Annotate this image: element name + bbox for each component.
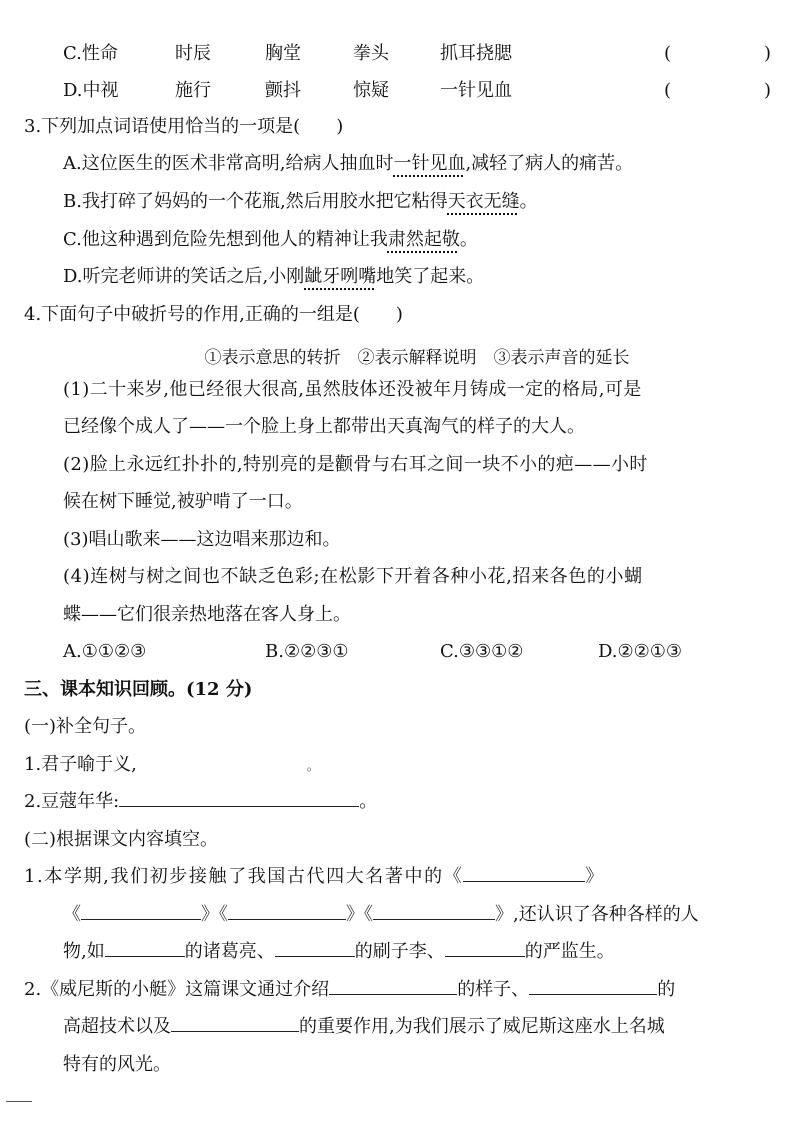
q3-b-text: B.我打碎了妈妈的一个花瓶,然后用胶水把它粘得 — [63, 191, 448, 212]
q3-d-dotted: 龇牙咧嘴 — [304, 266, 377, 287]
p2-blank-1[interactable] — [329, 993, 457, 995]
p2-line1-c: 的 — [657, 979, 676, 1000]
p2-blank-2[interactable] — [529, 993, 657, 995]
q3-option-b — [63, 193, 538, 211]
p1-line3-b: 的诸葛亮、 — [184, 941, 275, 962]
q2-d-paren-close: ) — [764, 80, 772, 101]
p1-blank-book3[interactable] — [228, 918, 346, 920]
p1-blank-book1[interactable] — [463, 880, 585, 882]
p1-line2-c: 》《 — [346, 904, 373, 925]
p2-line1-a: 2.《威尼斯的小艇》这篇课文通过介绍 — [24, 979, 330, 1000]
q4-s4-line1: (4)连树与树之间也不缺乏色彩;在松影下开着各种小花,招来各色的小蝴 — [63, 566, 643, 587]
q2-d-label: D.中视 — [63, 80, 119, 101]
section3-title: 三、课本知识回顾。(12 分) — [24, 679, 253, 700]
p1-blank-person1[interactable] — [105, 955, 185, 957]
p2-line3: 特有的风光。 — [63, 1054, 171, 1075]
q3-a-text: A.这位医生的医术非常高明,给病人抽血时 — [63, 153, 394, 174]
p1-line1-text: 1.本学期,我们初步接触了我国古代四大名著中的《 — [24, 866, 464, 887]
fill2-end: 。 — [359, 791, 378, 812]
q4-s3-line1: (3)唱山歌来——这边唱来那边和。 — [63, 529, 341, 550]
p1-line1 — [24, 868, 605, 886]
p1-blank-book4[interactable] — [373, 918, 495, 920]
q3-option-c — [63, 231, 478, 249]
q3-c-text: C.他这种遇到危险先想到他人的精神让我 — [63, 229, 388, 250]
p1-blank-person2[interactable] — [275, 955, 355, 957]
q4-s4-line2: 蝶——它们很亲热地落在客人身上。 — [63, 604, 351, 625]
p1-line3-a: 物,如 — [63, 941, 105, 962]
fill-line-1 — [24, 756, 319, 774]
q3-option-d — [63, 268, 484, 286]
q3-b-dotted: 天衣无缝 — [447, 191, 520, 212]
q3-d-text: D.听完老师讲的笑话之后,小刚 — [63, 266, 305, 287]
q4-option-b: B.②②③① — [265, 641, 349, 662]
q3-option-a — [63, 155, 633, 173]
section3-sub2: (二)根据课文内容填空。 — [24, 829, 219, 850]
fill-line-2 — [24, 793, 377, 811]
q4-option-c: C.③③①② — [440, 641, 524, 662]
q2-c-word3: 胸堂 — [265, 43, 301, 64]
p1-line2-b: 》《 — [201, 904, 228, 925]
p2-line1 — [24, 981, 675, 999]
p1-line1-end: 》 — [585, 866, 605, 887]
q4-s1-line1: (1)二十来岁,他已经很大很高,虽然肢体还没被年月铸成一定的格局,可是 — [63, 379, 642, 400]
q2-c-paren-close: ) — [764, 43, 772, 64]
fill1-text: 1.君子喻于义, — [24, 754, 137, 775]
q2-c-word2: 时辰 — [175, 43, 211, 64]
q2-d-word4: 惊疑 — [353, 80, 389, 101]
p1-blank-person3[interactable] — [445, 955, 525, 957]
q4-option-d: D.②②①③ — [598, 641, 683, 662]
q2-d-word5: 一针见血 — [440, 80, 512, 101]
q2-c-paren-open: ( — [664, 43, 672, 64]
q3-a-tail: ,减轻了病人的痛苦。 — [465, 153, 634, 174]
q2-d-word2: 施行 — [175, 80, 211, 101]
fill2-text: 2.豆蔻年华: — [24, 791, 120, 812]
q3-a-dotted: 一针见血 — [393, 153, 466, 174]
q4-s1-line2: 已经像个成人了——一个脸上身上都带出天真淘气的样子的大人。 — [63, 416, 585, 437]
q2-c-word5: 抓耳挠腮 — [440, 43, 512, 64]
p2-blank-3[interactable] — [171, 1030, 299, 1032]
p2-line2-a: 高超技术以及 — [63, 1016, 171, 1037]
p1-line2 — [63, 906, 699, 924]
q3-c-dotted: 肃然起敬 — [387, 229, 460, 250]
section3-sub1: (一)补全句子。 — [24, 716, 147, 737]
fill2-blank[interactable] — [119, 805, 359, 807]
p2-line2 — [63, 1018, 665, 1036]
q4-option-a: A.①①②③ — [63, 641, 147, 662]
q2-c-word4: 拳头 — [353, 43, 389, 64]
p1-line3-d: 的严监生。 — [524, 941, 615, 962]
q4-title: 4.下面句子中破折号的作用,正确的一组是( ) — [24, 304, 403, 325]
q4-s2-line2: 候在树下睡觉,被驴啃了一口。 — [63, 491, 303, 512]
q2-c-label: C.性命 — [63, 43, 118, 64]
q2-d-word3: 颤抖 — [265, 80, 301, 101]
q3-title: 3.下列加点词语使用恰当的一项是( ) — [24, 116, 344, 137]
p1-line2-a: 《 — [63, 904, 81, 925]
p1-line2-d: 》,还认识了各种各样的人 — [495, 904, 699, 925]
q4-s2-line1: (2)脸上永远红扑扑的,特别亮的是颧骨与右耳之间一块不小的疤——小时 — [63, 454, 648, 475]
q2-d-paren-open: ( — [664, 80, 672, 101]
fill1-end: 。 — [306, 759, 319, 773]
p1-blank-book2[interactable] — [81, 918, 201, 920]
footer-rule — [6, 1101, 32, 1102]
p1-line3-c: 的刷子李、 — [354, 941, 445, 962]
q3-b-tail: 。 — [519, 191, 538, 212]
p1-line3 — [63, 943, 615, 961]
p2-line1-b: 的样子、 — [457, 979, 530, 1000]
p2-line2-b: 的重要作用,为我们展示了威尼斯这座水上名城 — [299, 1016, 665, 1037]
q4-key: ①表示意思的转折 ②表示解释说明 ③表示声音的延长 — [204, 348, 630, 368]
q3-d-tail: 地笑了起来。 — [376, 266, 485, 287]
q3-c-tail: 。 — [459, 229, 478, 250]
